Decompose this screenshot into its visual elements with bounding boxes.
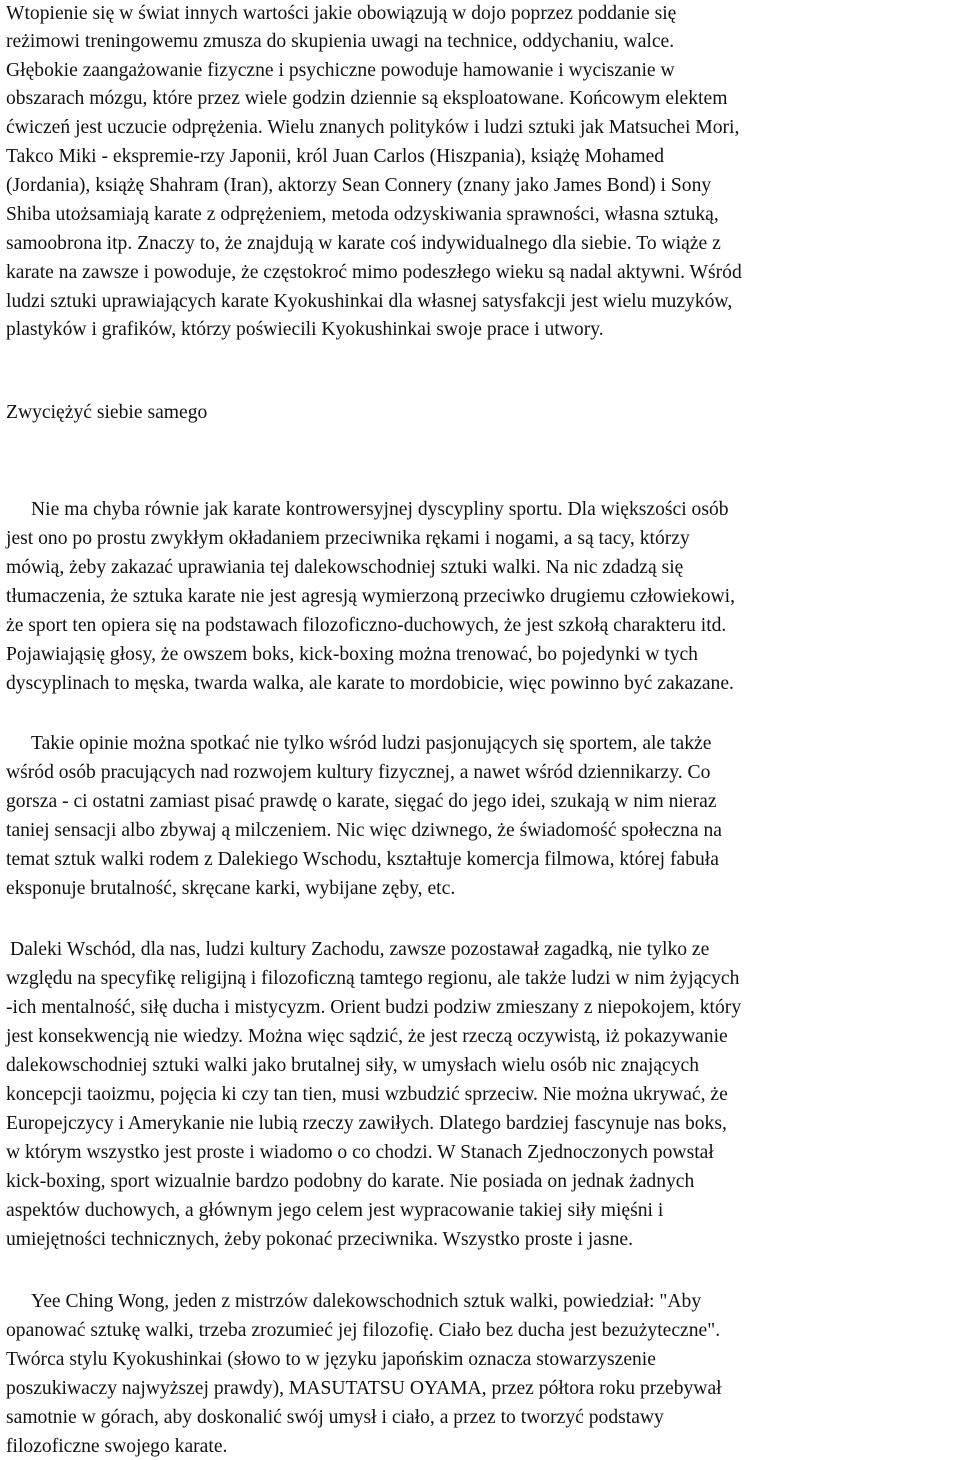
- text-line: mówią, żeby zakazać uprawiania tej dalekowschodniej sztuki walki. Na nic zdadzą się: [6, 557, 684, 578]
- text-line: Wtopienie się w świat innych wartości jakie obowiązują w dojo poprzez poddanie się: [6, 3, 677, 24]
- text-line: poszukiwaczy najwyższej prawdy), MASUTATSU OYAMA, przez półtora roku przebywał: [6, 1378, 722, 1399]
- text-line: opanować sztukę walki, trzeba zrozumieć jej filozofię. Ciało bez ducha jest bezużyteczne".: [6, 1320, 721, 1341]
- text-line: Daleki Wschód, dla nas, ludzi kultury Zachodu, zawsze pozostawał zagadką, nie tylko ze: [10, 939, 710, 960]
- text-line: taniej sensacji albo zbywaj ą milczeniem. Nic więc dziwnego, że świadomość społeczna na: [6, 820, 722, 841]
- text-line: ćwiczeń jest uczucie odprężenia. Wielu znanych polityków i ludzi sztuki jak Matsuchei Mori,: [6, 117, 740, 138]
- text-line: w którym wszystko jest proste i wiadomo o co chodzi. W Stanach Zjednoczonych powstał: [6, 1142, 714, 1163]
- text-line: dalekowschodniej sztuki walki jako brutalnej siły, w umysłach wielu osób nic znających: [6, 1055, 700, 1076]
- text-line: samoobrona itp. Znaczy to, że znajdują w karate coś indywidualnego dla siebie. To wiąże z: [6, 233, 721, 254]
- text-line: tłumaczenia, że sztuka karate nie jest agresją wymierzoną przeciwko drugiemu człowiekowi,: [6, 586, 736, 607]
- text-line: jest ono po prostu zwykłym okładaniem przeciwnika rękami i nogami, a są tacy, którzy: [6, 528, 690, 549]
- text-line: Nie ma chyba równie jak karate kontrowersyjnej dyscypliny sportu. Dla większości osób: [31, 499, 729, 520]
- text-line: aspektów duchowych, a głównym jego celem jest wypracowanie takiej siły mięśni i: [6, 1200, 664, 1221]
- text-line: gorsza - ci ostatni zamiast pisać prawdę o karate, sięgać do jego idei, szukają w nim nieraz: [6, 791, 717, 812]
- section-title: Zwyciężyć siebie samego: [6, 402, 208, 423]
- text-line: umiejętności technicznych, żeby pokonać przeciwnika. Wszystko proste i jasne.: [6, 1229, 633, 1250]
- text-line: Takie opinie można spotkać nie tylko wśród ludzi pasjonujących się sportem, ale także: [31, 733, 712, 754]
- text-line: ludzi sztuki uprawiających karate Kyokushinkai dla własnej satysfakcji jest wielu muzyków,: [6, 291, 733, 312]
- text-line: kick-boxing, sport wizualnie bardzo podobny do karate. Nie posiada on jednak żadnych: [6, 1171, 695, 1192]
- text-line: Takco Miki - ekspremie-rzy Japonii, król Juan Carlos (Hiszpania), książę Mohamed: [6, 146, 665, 167]
- text-line: (Jordania), książę Shahram (Iran), aktorzy Sean Connery (znany jako James Bond) i Sony: [6, 175, 712, 196]
- text-line: Głębokie zaangażowanie fizyczne i psychiczne powoduje hamowanie i wyciszanie w: [6, 60, 675, 81]
- text-line: obszarach mózgu, które przez wiele godzin dziennie są eksploatowane. Końcowym elektem: [6, 88, 728, 109]
- text-line: samotnie w górach, aby doskonalić swój umysł i ciało, a przez to tworzyć podstawy: [6, 1407, 664, 1428]
- text-line: -ich mentalność, siłę ducha i mistycyzm. Orient budzi podziw zmieszany z niepokojem, który: [6, 997, 742, 1018]
- text-line: wśród osób pracujących nad rozwojem kultury fizycznej, a nawet wśród dziennikarzy. Co: [6, 762, 711, 783]
- text-line: dyscyplinach to męska, twarda walka, ale karate to mordobicie, więc powinno być zakazane.: [6, 673, 734, 694]
- text-line: reżimowi treningowemu zmusza do skupienia uwagi na technice, oddychaniu, walce.: [6, 31, 675, 52]
- text-line: jest konsekwencją nie wiedzy. Można więc sądzić, że jest rzeczą oczywistą, iż pokazywanie: [6, 1026, 728, 1047]
- text-line: koncepcji taoizmu, pojęcia ki czy tan tien, musi wzbudzić sprzeciw. Nie można ukrywać, że: [6, 1084, 728, 1105]
- text-line: że sport ten opiera się na podstawach filozoficzno-duchowych, że jest szkołą charakteru itd.: [6, 615, 727, 636]
- text-line: Shiba utożsamiają karate z odprężeniem, metoda odzyskiwania sprawności, własna sztuką,: [6, 204, 719, 225]
- text-line: względu na specyfikę religijną i filozoficzną tamtego regionu, ale także ludzi w nim żyjących: [6, 968, 740, 989]
- text-line: eksponuje brutalność, skręcane karki, wybijane zęby, etc.: [6, 878, 456, 899]
- text-line: karate na zawsze i powoduje, że częstokroć mimo podeszłego wieku są nadal aktywni. Wśród: [6, 262, 742, 283]
- text-line: temat sztuk walki rodem z Dalekiego Wschodu, kształtuje komercja filmowa, której fabuła: [6, 849, 719, 870]
- text-line: Yee Ching Wong, jeden z mistrzów dalekowschodnich sztuk walki, powiedział: "Aby: [31, 1291, 702, 1312]
- text-line: plastyków i grafików, którzy poświecili Kyokushinkai swoje prace i utwory.: [6, 319, 604, 340]
- text-line: Europejczycy i Amerykanie nie lubią rzeczy zawiłych. Dlatego bardziej fascynuje nas boks,: [6, 1113, 727, 1134]
- text-line: filozoficzne swojego karate.: [6, 1436, 228, 1457]
- text-line: Pojawiająsię głosy, że owszem boks, kick-boxing można trenować, bo pojedynki w tych: [6, 644, 698, 665]
- text-line: Twórca stylu Kyokushinkai (słowo to w języku japońskim oznacza stowarzyszenie: [6, 1349, 656, 1370]
